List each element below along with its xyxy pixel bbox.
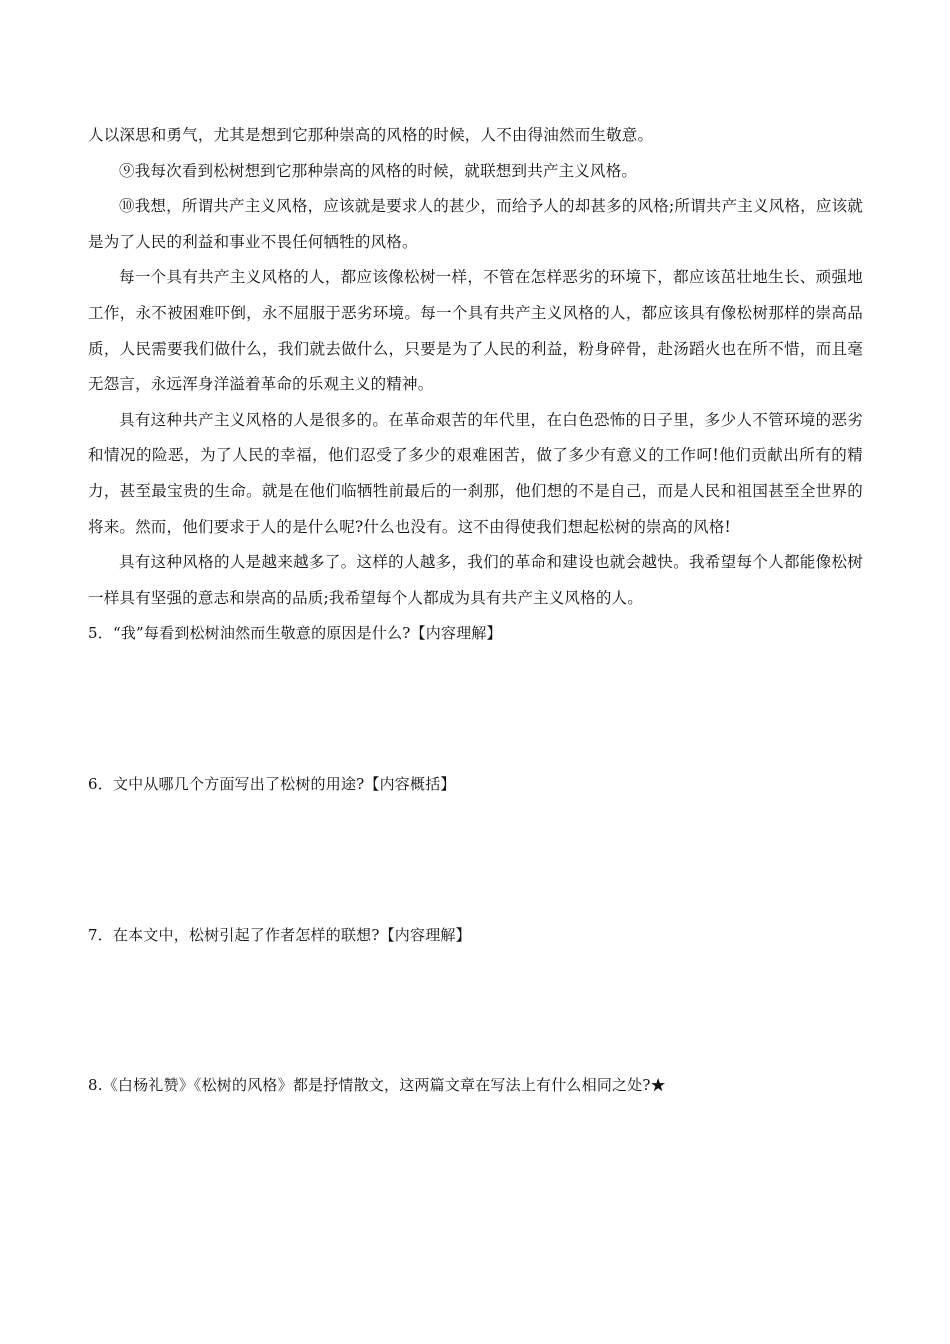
- question-8: 8.《白杨礼赞》《松树的风格》都是抒情散文，这两篇文章在写法上有什么相同之处?★: [88, 1076, 666, 1095]
- paragraph-12: 具有这种共产主义风格的人是很多的。在革命艰苦的年代里，在白色恐怖的日子里，多少人不管环境的恶劣和情况的险恶，为了人民的幸福，他们忍受了多少的艰难困苦，做了多少有意义的工作呵!他们贡献出所有的精力，甚至最宝贵的生命。就是在他们临牺牲前最后的一刹那，他们想的不是自己，而是人民和祖国甚至全世界的将来。然而，他们要求于人的是什么呢?什么也没有。这不由得使我们想起松树的崇高的风格!: [88, 410, 863, 536]
- paragraph-13: 具有这种风格的人是越来越多了。这样的人越多，我们的革命和建设也就会越快。我希望每个人都能像松树一样具有坚强的意志和崇高的品质;我希望每个人都成为具有共产主义风格的人。: [88, 553, 863, 607]
- question-5: 5．“我”每看到松树油然而生敬意的原因是什么?【内容理解】: [88, 624, 502, 643]
- document-page: [88, 118, 863, 1104]
- paragraph-11: 每一个具有共产主义风格的人，都应该像松树一样，不管在怎样恶劣的环境下，都应该茁壮地生长、顽强地工作，永不被困难吓倒，永不屈服于恶劣环境。每一个具有共产主义风格的人，都应该具有像松树那样的崇高品质，人民需要我们做什么，我们就去做什么，只要是为了人民的利益，粉身碎骨，赴汤蹈火也在所不惜，而且毫无怨言，永远浑身洋溢着革命的乐观主义的精神。: [88, 268, 863, 394]
- paragraph-10: ⑩我想，所谓共产主义风格，应该就是要求人的甚少，而给予人的却甚多的风格;所谓共产主义风格，应该就是为了人民的利益和事业不畏任何牺牲的风格。: [88, 197, 863, 251]
- question-7: 7．在本文中，松树引起了作者怎样的联想?【内容理解】: [88, 925, 471, 944]
- question-6: 6．文中从哪几个方面写出了松树的用途?【内容概括】: [88, 774, 456, 793]
- paragraph-9: ⑨我每次看到松树想到它那种崇高的风格的时候，就联想到共产主义风格。: [119, 161, 638, 180]
- paragraph-continued: 人以深思和勇气，尤其是想到它那种崇高的风格的时候，人不由得油然而生敬意。: [88, 126, 654, 144]
